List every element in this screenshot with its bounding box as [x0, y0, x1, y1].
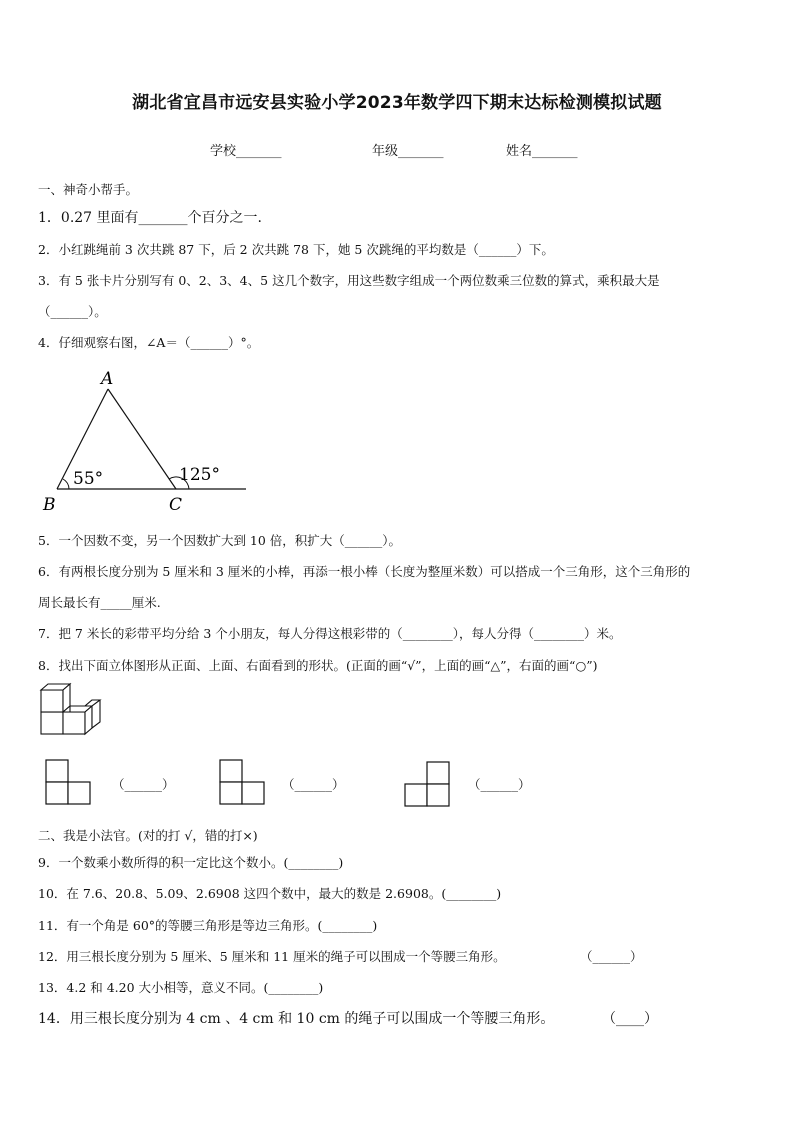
question-14-blank: （____）	[602, 1011, 658, 1027]
question-11: 11．有一个角是 60°的等腰三角形是等边三角形。(________)	[38, 918, 378, 933]
question-12-blank: （______）	[580, 949, 643, 964]
question-3-blank: （______）。	[38, 304, 107, 319]
view-shape-3	[403, 760, 455, 810]
question-14: 14．用三根长度分别为 4 cm 、4 cm 和 10 cm 的绳子可以围成一个等腰三角形。	[38, 1011, 555, 1027]
angle-c-value: 125°	[179, 465, 220, 485]
question-1: 1．0.27 里面有_______个百分之一.	[38, 210, 262, 226]
school-field: 学校_______	[210, 144, 282, 159]
question-3: 3．有 5 张卡片分别写有 0、2、3、4、5 这几个数字，用这些数字组成一个两位数乘三位数的算式，乘积最大是	[38, 273, 660, 288]
label-a: A	[101, 369, 114, 389]
question-12: 12．用三根长度分别为 5 厘米、5 厘米和 11 厘米的绳子可以围成一个等腰三角形。	[38, 949, 506, 964]
angle-b-value: 55°	[73, 469, 104, 489]
view-shape-1	[44, 758, 96, 808]
question-5: 5．一个因数不变，另一个因数扩大到 10 倍，积扩大（______）。	[38, 533, 402, 548]
question-6: 6．有两根长度分别为 5 厘米和 3 厘米的小棒，再添一根小棒（长度为整厘米数）可以搭成一个三角形，这个三角形的	[38, 564, 691, 579]
page-title: 湖北省宜昌市远安县实验小学2023年数学四下期末达标检测模拟试题	[132, 93, 662, 113]
question-6-cont: 周长最长有_____厘米.	[38, 595, 161, 610]
cube-solid-figure	[38, 682, 108, 738]
angle-b-arc	[63, 479, 69, 489]
question-10: 10．在 7.6、20.8、5.09、2.6908 这四个数中，最大的数是 2.6908。(________)	[38, 886, 502, 901]
triangle-figure	[38, 362, 253, 517]
section-2-heading: 二、我是小法官。(对的打 √，错的打×)	[38, 828, 258, 843]
q8-blank-1: （______）	[112, 777, 175, 792]
q8-blank-2: （______）	[282, 777, 345, 792]
q8-blank-3: （______）	[468, 777, 531, 792]
question-7: 7．把 7 米长的彩带平均分给 3 个小朋友，每人分得这根彩带的（________），每人分得（________）米。	[38, 626, 622, 641]
label-c: C	[169, 495, 183, 515]
question-8: 8．找出下面立体图形从正面、上面、右面看到的形状。(正面的画“√”，上面的画“△”，右面的画“○”)	[38, 658, 598, 673]
name-field: 姓名_______	[506, 144, 578, 159]
grade-field: 年级_______	[372, 144, 444, 159]
label-b: B	[43, 495, 56, 515]
question-2: 2．小红跳绳前 3 次共跳 87 下，后 2 次共跳 78 下，她 5 次跳绳的平均数是（______）下。	[38, 242, 554, 257]
question-13: 13．4.2 和 4.20 大小相等，意义不同。(________)	[38, 980, 324, 995]
view-shape-2	[218, 758, 270, 808]
section-1-heading: 一、神奇小帮手。	[38, 182, 139, 197]
question-4: 4．仔细观察右图，∠A＝（______）°。	[38, 335, 260, 350]
question-9: 9．一个数乘小数所得的积一定比这个数小。(________)	[38, 855, 344, 870]
